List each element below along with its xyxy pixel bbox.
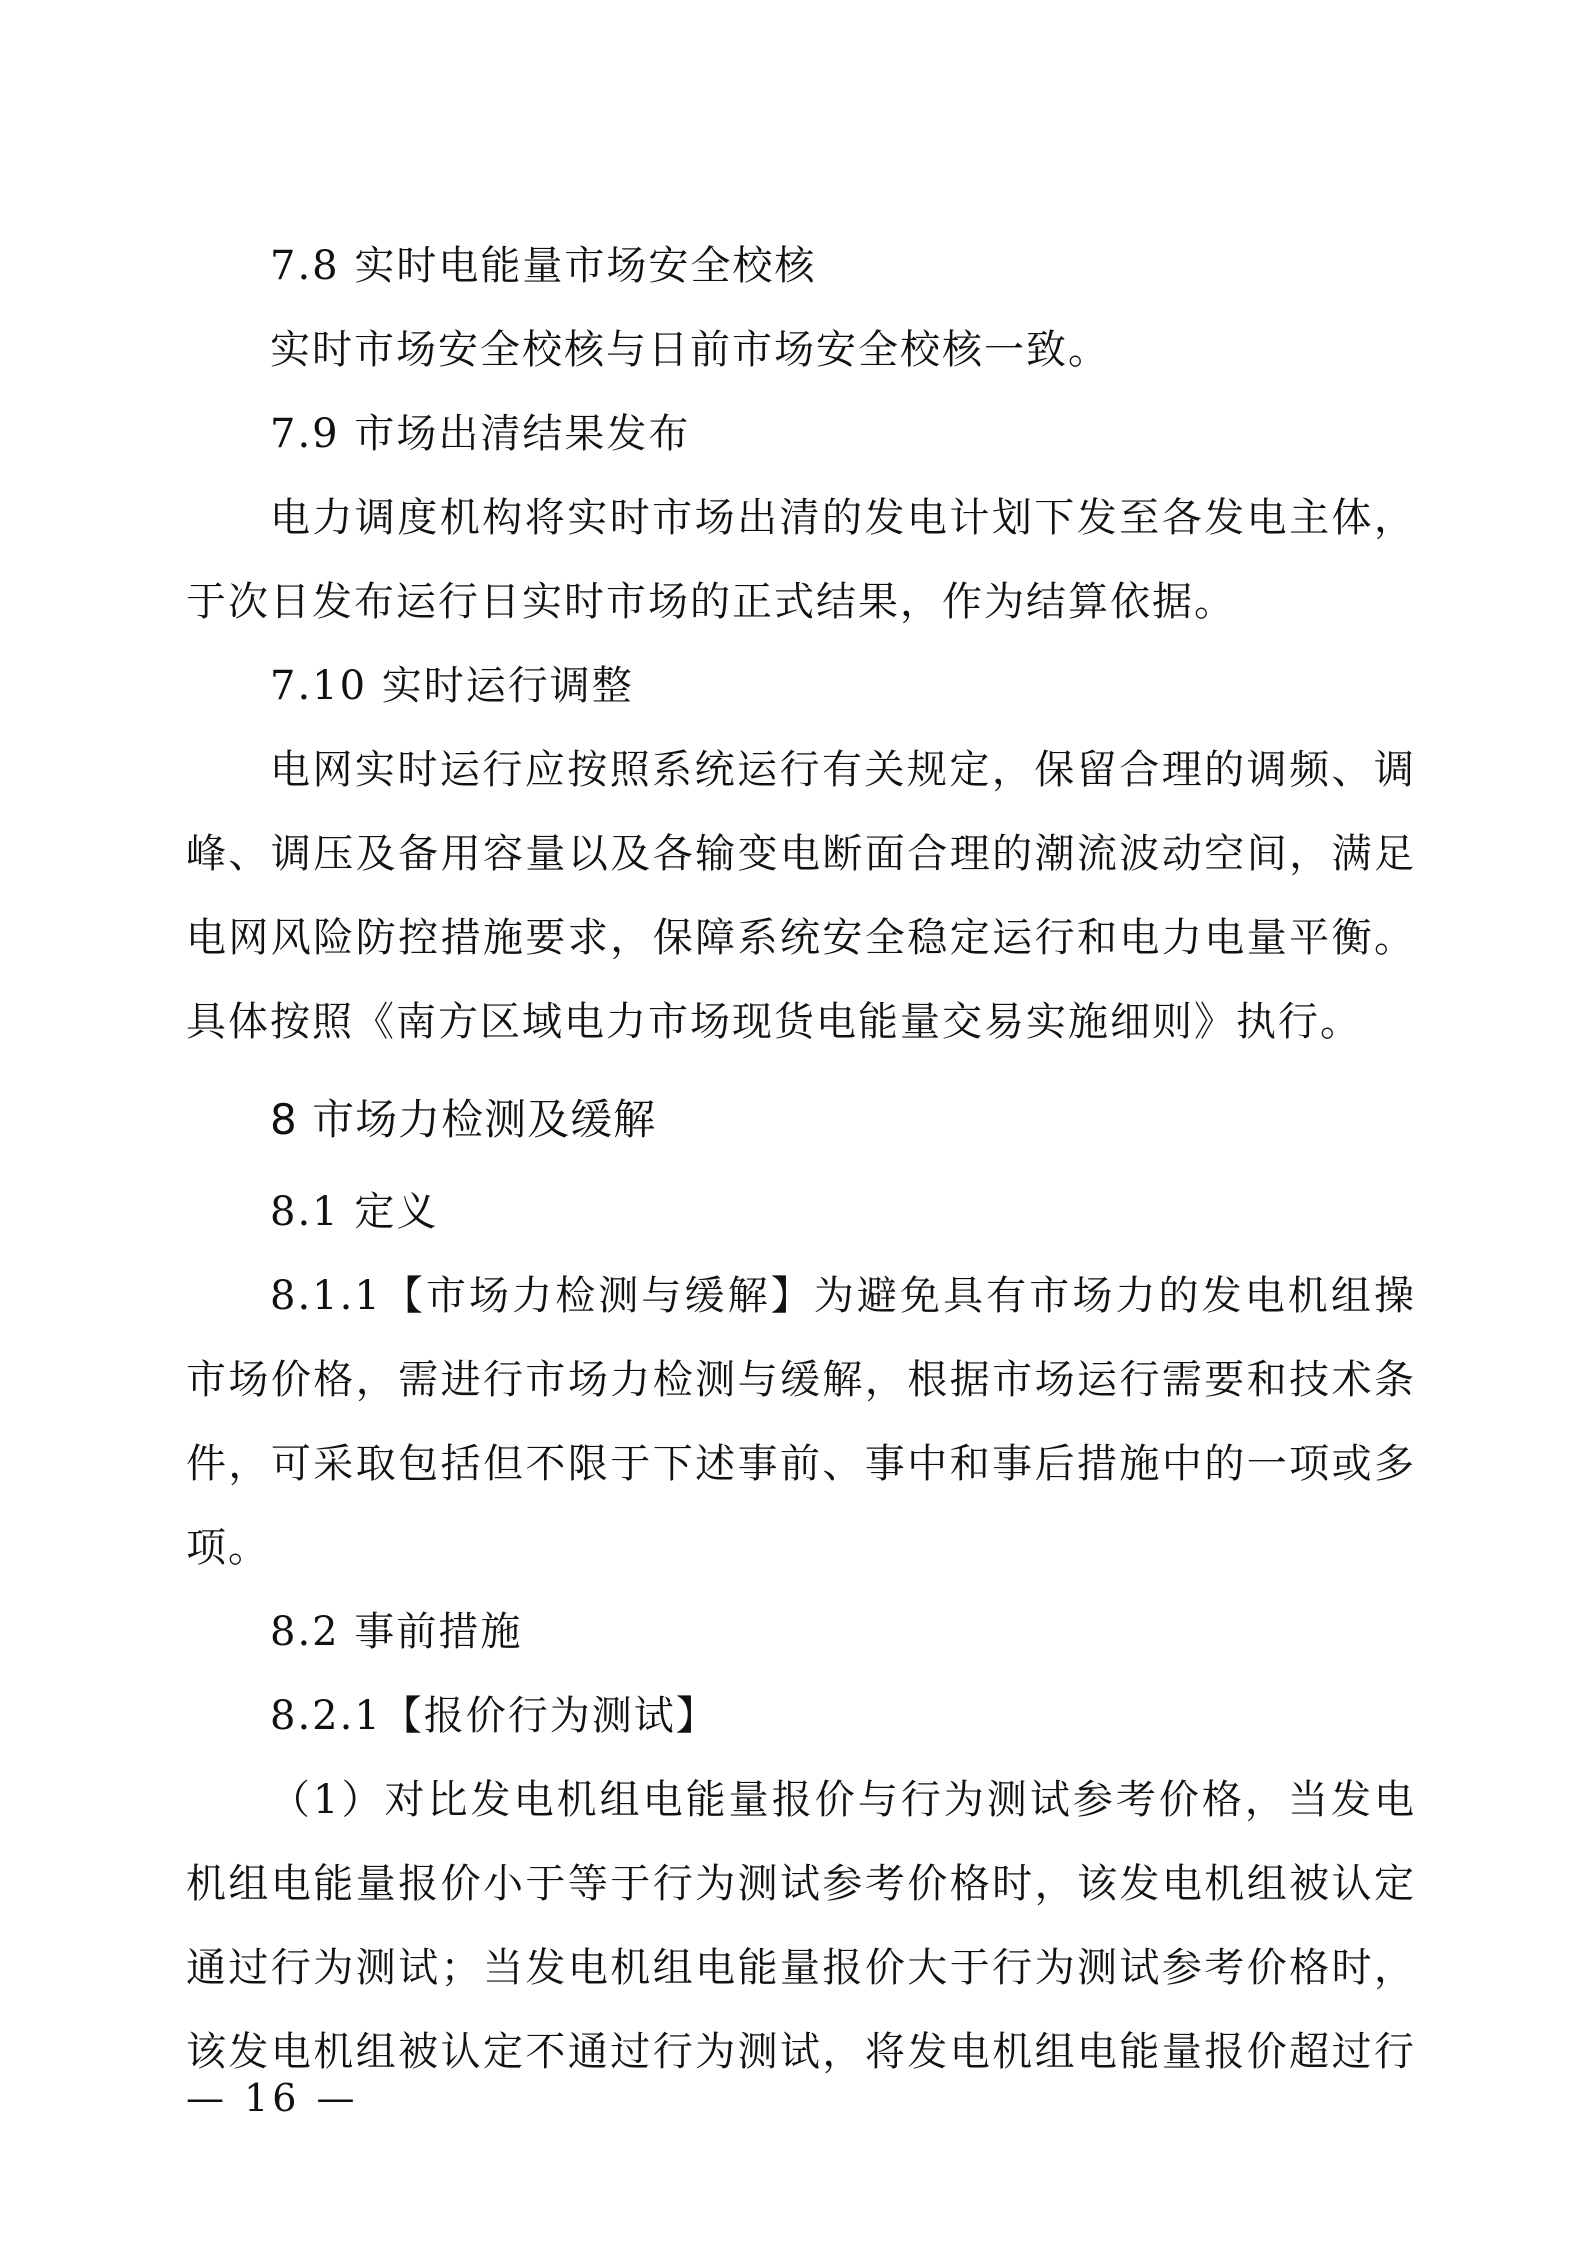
- paragraph-line: 通过行为测试；当发电机组电能量报价大于行为测试参考价格时，: [186, 1945, 1416, 1991]
- page-number: — 16 —: [186, 2076, 359, 2120]
- paragraph-line: 机组电能量报价小于等于行为测试参考价格时，该发电机组被认定: [186, 1861, 1416, 1907]
- section-heading-7-9: 7.9 市场出清结果发布: [270, 411, 691, 457]
- chapter-heading-8: 8 市场力检测及缓解: [270, 1095, 657, 1144]
- paragraph-line: 该发电机组被认定不通过行为测试，将发电机组电能量报价超过行: [186, 2029, 1416, 2075]
- paragraph-line: 件，可采取包括但不限于下述事前、事中和事后措施中的一项或多: [186, 1441, 1416, 1487]
- paragraph-line: 电力调度机构将实时市场出清的发电计划下发至各发电主体，: [270, 495, 1416, 541]
- paragraph-line: 电网风险防控措施要求，保障系统安全稳定运行和电力电量平衡。: [186, 915, 1416, 961]
- subsection-heading-8-2-1: 8.2.1【报价行为测试】: [270, 1693, 718, 1739]
- paragraph-line: 电网实时运行应按照系统运行有关规定，保留合理的调频、调: [270, 747, 1416, 793]
- section-heading-7-10: 7.10 实时运行调整: [270, 663, 634, 709]
- paragraph-line: （1）对比发电机组电能量报价与行为测试参考价格，当发电: [270, 1777, 1416, 1823]
- paragraph-line: 峰、调压及备用容量以及各输变电断面合理的潮流波动空间，满足: [186, 831, 1416, 877]
- paragraph-line: 于次日发布运行日实时市场的正式结果，作为结算依据。: [186, 579, 1236, 625]
- section-heading-8-1: 8.1 定义: [270, 1189, 439, 1235]
- paragraph-line: 8.1.1【市场力检测与缓解】为避免具有市场力的发电机组操: [270, 1273, 1416, 1319]
- paragraph-line: 市场价格，需进行市场力检测与缓解，根据市场运行需要和技术条: [186, 1357, 1416, 1403]
- paragraph-line: 具体按照《南方区域电力市场现货电能量交易实施细则》执行。: [186, 999, 1362, 1045]
- paragraph-line: 项。: [186, 1525, 270, 1571]
- paragraph-line: 实时市场安全校核与日前市场安全校核一致。: [270, 327, 1110, 373]
- section-heading-8-2: 8.2 事前措施: [270, 1609, 523, 1655]
- section-heading-7-8: 7.8 实时电能量市场安全校核: [270, 243, 817, 289]
